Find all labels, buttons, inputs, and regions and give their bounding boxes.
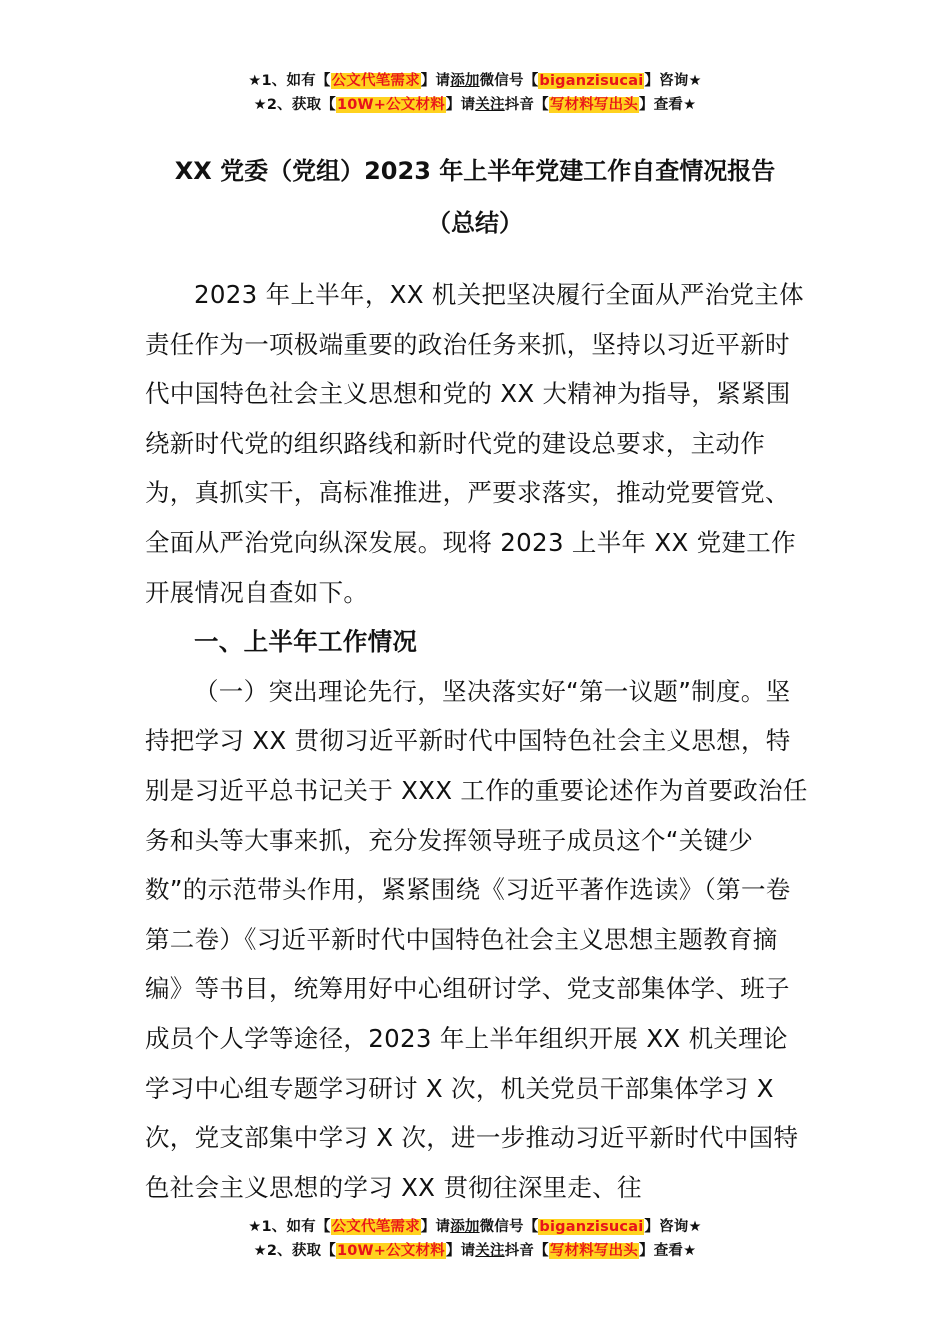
promo-douyin-id: 写材料写出头 (549, 1243, 639, 1259)
promo-text: ★1、如有【 (248, 1219, 331, 1235)
promo-text: 微信号【 (479, 73, 539, 89)
promo-underlined: 添加 (450, 73, 480, 89)
promo-text: 】咨询★ (644, 73, 702, 89)
promo-line-1 (0, 1215, 950, 1239)
promo-banner-top (0, 69, 950, 117)
promo-line-2 (0, 1239, 950, 1263)
promo-highlight: 10W+公文材料 (336, 97, 445, 113)
title-line-1: XX 党委（党组）2023 年上半年党建工作自查情况报告 (174, 157, 776, 185)
promo-text: 抖音【 (504, 97, 549, 113)
promo-highlight: 公文代笔需求 (331, 73, 420, 89)
promo-line-1 (0, 69, 950, 93)
promo-line-2 (0, 93, 950, 117)
paragraph-section-1: （一）突出理论先行，坚决落实好“第一议题”制度。坚持把学习 XX 贯彻习近平新时代中国特色社会主义思想，特别是习近平总书记关于 XXX 工作的重要论述作为首要政治任务和头等大事来抓，充分发挥领导班子成员这个“关键少数”的示范带头作用，紧紧围绕《习近平著作选读》（第一卷第二卷）《习近平新时代中国特色社会主义思想主题教育摘编》等书目，统筹用好中心组研讨学、党支部集体学、班子成员个人学等途径，2023 年上半年组织开展 XX 机关理论学习中心组专题学习研讨 X 次，机关党员干部集体学习 X 次，党支部集中学习 X 次，进一步推动习近平新时代中国特色社会主义思想的学习 XX 贯彻往深里走、往 (145, 676, 808, 1202)
promo-text: 】请 (420, 1219, 451, 1235)
promo-underlined: 关注 (475, 97, 505, 113)
promo-text: ★2、获取【 (253, 1243, 336, 1259)
promo-wechat-id: biganzisucai (539, 73, 644, 89)
promo-underlined: 添加 (450, 1219, 480, 1235)
promo-banner-bottom (0, 1215, 950, 1263)
promo-douyin-id: 写材料写出头 (549, 97, 639, 113)
promo-text: ★1、如有【 (248, 73, 331, 89)
promo-underlined: 关注 (475, 1243, 505, 1259)
title-line-2: （总结） (427, 209, 523, 237)
promo-text: 抖音【 (504, 1243, 549, 1259)
promo-highlight: 公文代笔需求 (331, 1219, 420, 1235)
promo-text: 微信号【 (479, 1219, 539, 1235)
promo-text: ★2、获取【 (253, 97, 336, 113)
promo-text: 】查看★ (639, 97, 697, 113)
promo-text: 】请 (420, 73, 451, 89)
document-body (145, 270, 810, 1212)
document-title (145, 145, 805, 249)
promo-highlight: 10W+公文材料 (336, 1243, 445, 1259)
promo-text: 】咨询★ (644, 1219, 702, 1235)
promo-text: 】请 (445, 97, 476, 113)
promo-text: 】请 (445, 1243, 476, 1259)
paragraph-intro: 2023 年上半年，XX 机关把坚决履行全面从严治党主体责任作为一项极端重要的政治任务来抓，坚持以习近平新时代中国特色社会主义思想和党的 XX 大精神为指导，紧紧围绕新时代党的组织路线和新时代党的建设总要求，主动作为，真抓实干，高标准推进，严要求落实，推动党要管党、全面从严治党向纵深发展。现将 2023 上半年 XX 党建工作开展情况自查如下。 (145, 280, 804, 607)
section-heading: 一、上半年工作情况 (194, 627, 418, 657)
promo-text: 】查看★ (639, 1243, 697, 1259)
promo-wechat-id: biganzisucai (539, 1219, 644, 1235)
